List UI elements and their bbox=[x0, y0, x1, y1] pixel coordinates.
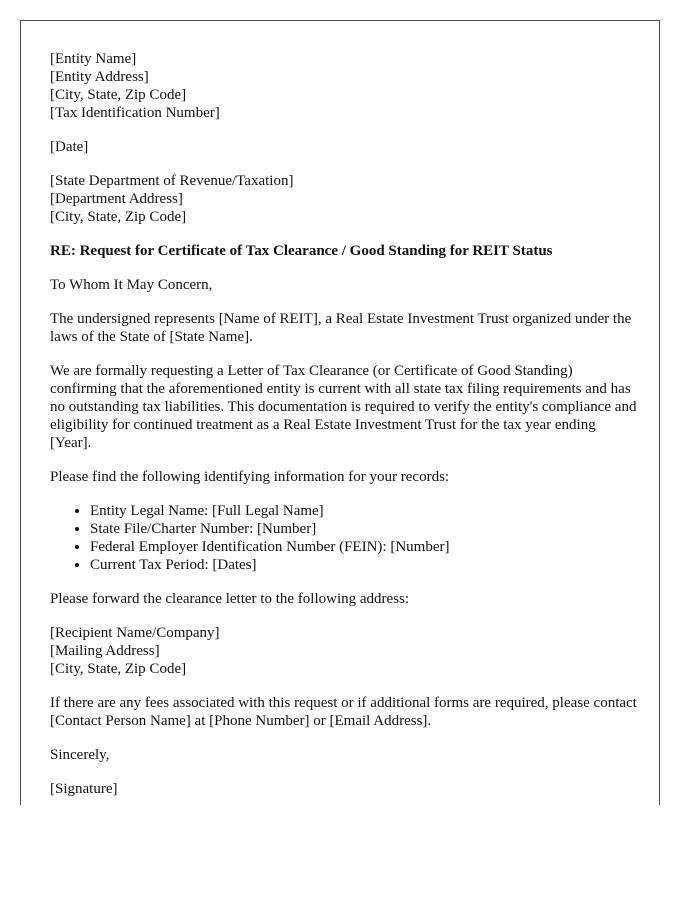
recipient-block bbox=[50, 172, 640, 226]
subject-line: RE: Request for Certificate of Tax Clearance / Good Standing for REIT Status bbox=[50, 243, 553, 259]
sender-block bbox=[50, 50, 640, 122]
list-item-fein: • Federal Employer Identification Number (FEIN): [Number] bbox=[90, 538, 640, 556]
fees-paragraph: If there are any fees associated with this request or if additional forms are required, please contact [Contact Person Name] at [Phone Number] or [Email Address]. bbox=[50, 695, 637, 729]
recipient-department: [State Department of Revenue/Taxation] bbox=[50, 173, 294, 189]
recipient-city-state-zip: [City, State, Zip Code] bbox=[50, 209, 187, 225]
forward-paragraph: Please forward the clearance letter to the following address: bbox=[50, 591, 410, 607]
sender-name: [Entity Name] bbox=[50, 51, 137, 67]
closing: Sincerely, bbox=[50, 747, 110, 763]
identifying-info-list bbox=[50, 502, 640, 574]
sender-city-state-zip: [City, State, Zip Code] bbox=[50, 87, 187, 103]
mailing-recipient: [Recipient Name/Company] bbox=[50, 625, 220, 641]
sender-address: [Entity Address] bbox=[50, 69, 149, 85]
info-intro-paragraph: Please find the following identifying information for your records: bbox=[50, 469, 450, 485]
request-paragraph: We are formally requesting a Letter of Tax Clearance (or Certificate of Good Standing) confirming that the aforementioned entity is current with all state tax filing requirements and has no outstanding tax liabilities. This documentation is required to verify the entity's compliance and eligibility for continued treatment as a Real Estate Investment Trust for the tax year ending [Year]. bbox=[50, 363, 637, 451]
letter-date: [Date] bbox=[50, 139, 89, 155]
signature: [Signature] bbox=[50, 781, 118, 797]
mailing-block bbox=[50, 624, 640, 678]
mailing-city-state-zip: [City, State, Zip Code] bbox=[50, 661, 187, 677]
recipient-address: [Department Address] bbox=[50, 191, 183, 207]
letter-page bbox=[20, 20, 660, 805]
list-item-tax-period: • Current Tax Period: [Dates] bbox=[90, 556, 640, 574]
letter-content bbox=[50, 50, 640, 805]
salutation: To Whom It May Concern, bbox=[50, 277, 213, 293]
list-item-charter-number: • State File/Charter Number: [Number] bbox=[90, 520, 640, 538]
intro-paragraph: The undersigned represents [Name of REIT], a Real Estate Investment Trust organized under the laws of the State of [State Name]. bbox=[50, 311, 632, 345]
mailing-address: [Mailing Address] bbox=[50, 643, 160, 659]
sender-tax-id: [Tax Identification Number] bbox=[50, 105, 220, 121]
date-block bbox=[50, 138, 640, 156]
list-item-legal-name: • Entity Legal Name: [Full Legal Name] bbox=[90, 502, 640, 520]
